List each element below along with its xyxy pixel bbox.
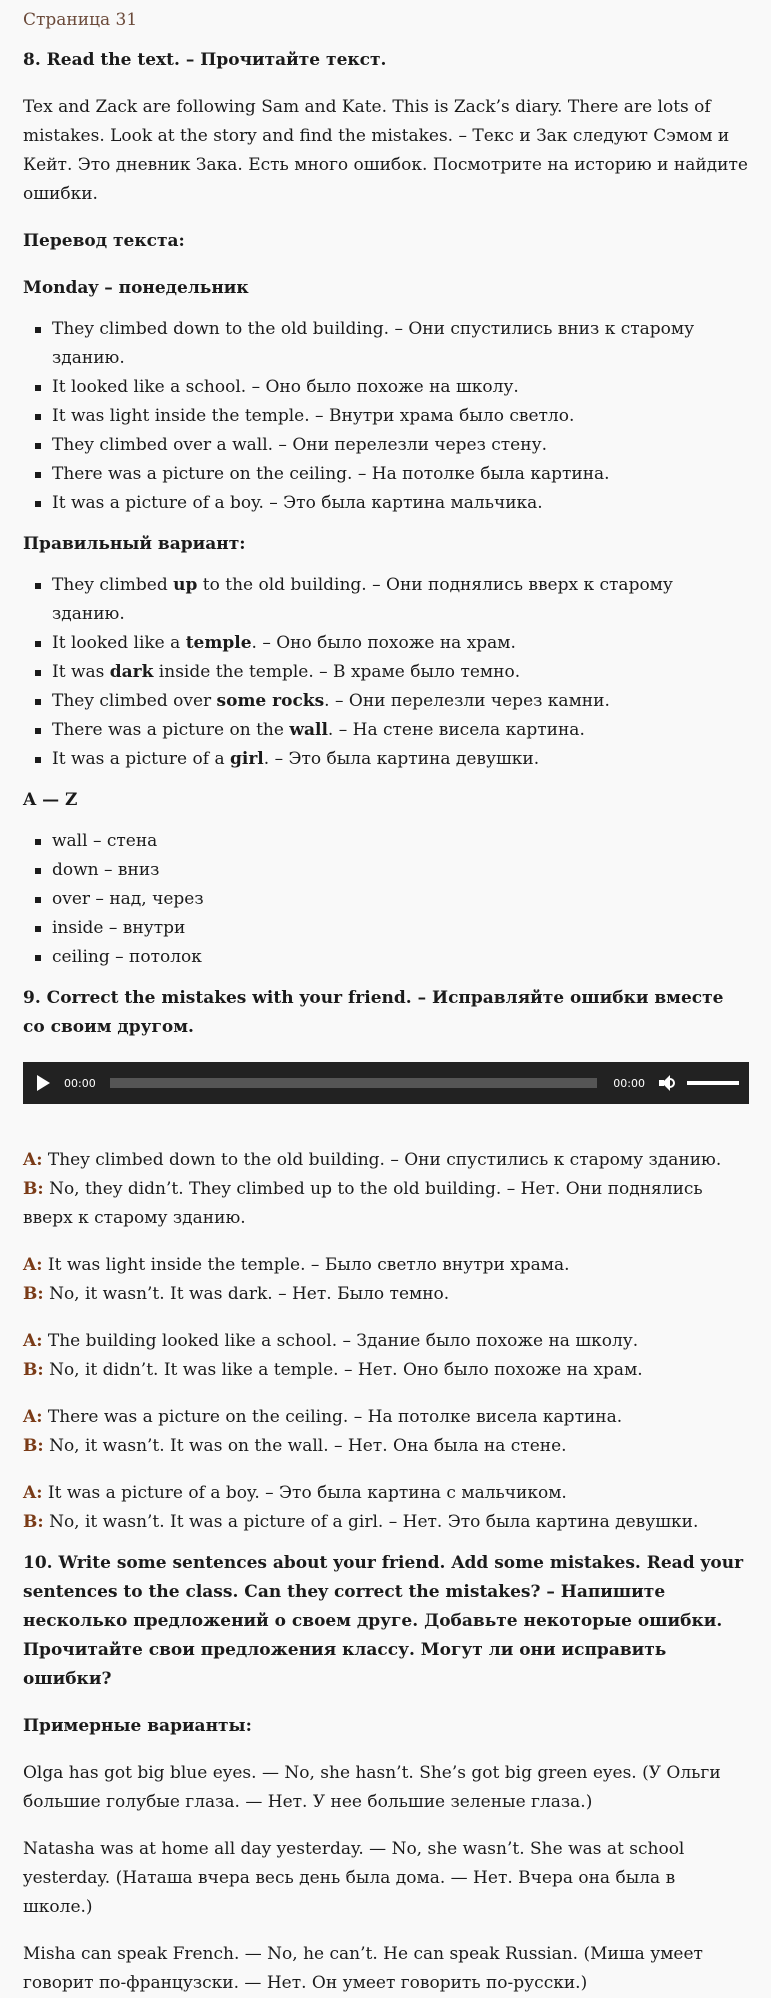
list-item: It was dark inside the temple. – В храме было темно. bbox=[29, 658, 749, 687]
list-item: They climbed up to the old building. – Они поднялись вверх к старому зданию. bbox=[29, 571, 749, 629]
example-paragraph: Misha can speak French. — No, he can’t. He can speak Russian. (Миша умеет говорит по-французски. — Нет. Он умеет говорить по-русски.) bbox=[23, 1944, 703, 1993]
example-paragraph: Natasha was at home all day yesterday. — No, she wasn’t. She was at school yesterday. (Наташа вчера весь день была дома. — Нет. Вчера она была в школе.) bbox=[23, 1839, 685, 1917]
dialog-line-a: A: There was a picture on the ceiling. – На потолке висела картина. bbox=[23, 1407, 623, 1427]
list-item: They climbed down to the old building. – Они спустились вниз к старому зданию. bbox=[29, 315, 749, 373]
dialog-block bbox=[23, 1479, 749, 1537]
speaker-b-label: B: bbox=[23, 1512, 44, 1532]
exercise-8-intro: Tex and Zack are following Sam and Kate. This is Zack’s diary. There are lots of mistakes. Look at the story and find the mistakes. – Текс и Зак следуют Сэмом и Кейт. Это дневник Зака. Есть много ошибок. Посмотрите на историю и найдите ошибки. bbox=[23, 97, 748, 204]
examples-heading: Примерные варианты: bbox=[23, 1716, 252, 1736]
speaker-a-label: A: bbox=[23, 1150, 43, 1170]
exercise-8-heading: 8. Read the text. – Прочитайте текст. bbox=[23, 50, 387, 70]
list-item: It was a picture of a boy. – Это была картина мальчика. bbox=[29, 489, 749, 518]
corrected-word: some rocks bbox=[216, 691, 325, 711]
dialog-line-a: A: It was a picture of a boy. – Это была картина с мальчиком. bbox=[23, 1483, 567, 1503]
vocabulary-list bbox=[23, 827, 749, 972]
speaker-b-label: B: bbox=[23, 1284, 44, 1304]
dialog-line-b: B: No, it wasn’t. It was dark. – Нет. Было темно. bbox=[23, 1284, 450, 1304]
progress-bar[interactable] bbox=[110, 1078, 598, 1088]
speaker-a-label: A: bbox=[23, 1407, 43, 1427]
list-item: It was light inside the temple. – Внутри храма было светло. bbox=[29, 402, 749, 431]
exercise-9-heading: 9. Correct the mistakes with your friend. – Исправляйте ошибки вместе со своим другом. bbox=[23, 988, 724, 1037]
speaker-a-label: A: bbox=[23, 1255, 43, 1275]
dialog-line-b: B: No, they didn’t. They climbed up to the old building. – Нет. Они поднялись вверх к старому зданию. bbox=[23, 1179, 703, 1228]
speaker-b-label: B: bbox=[23, 1179, 44, 1199]
monday-list bbox=[23, 315, 749, 518]
dialog-line-a: A: The building looked like a school. – Здание было похоже на школу. bbox=[23, 1331, 639, 1351]
list-item: It was a picture of a girl. – Это была картина девушки. bbox=[29, 745, 749, 774]
correct-variant-heading: Правильный вариант: bbox=[23, 534, 246, 554]
speaker-a-label: A: bbox=[23, 1331, 43, 1351]
page-number-label: Страница 31 bbox=[23, 10, 138, 30]
list-item: It looked like a temple. – Оно было похоже на храм. bbox=[29, 629, 749, 658]
correct-list bbox=[23, 571, 749, 774]
dialog-line-a: A: It was light inside the temple. – Было светло внутри храма. bbox=[23, 1255, 570, 1275]
dialog-line-b: B: No, it didn’t. It was like a temple. – Нет. Оно было похоже на храм. bbox=[23, 1360, 643, 1380]
duration-time: 00:00 bbox=[613, 1076, 645, 1090]
speaker-a-label: A: bbox=[23, 1483, 43, 1503]
dialog-block bbox=[23, 1403, 749, 1461]
list-item: over – над, через bbox=[29, 885, 749, 914]
speaker-b-label: B: bbox=[23, 1436, 44, 1456]
exercise-10-heading: 10. Write some sentences about your friend. Add some mistakes. Read your sentences to the class. Can they correct the mistakes? – Напишите несколько предложений о своем друге. Добавьте некоторые ошибки. Прочитайте свои предложения классу. Могут ли они исправить ошибки? bbox=[23, 1553, 744, 1689]
corrected-word: wall bbox=[289, 720, 328, 740]
list-item: ceiling – потолок bbox=[29, 943, 749, 972]
az-heading: A — Z bbox=[23, 790, 78, 810]
play-icon[interactable] bbox=[37, 1075, 50, 1091]
dialog-line-a: A: They climbed down to the old building. – Они спустились к старому зданию. bbox=[23, 1150, 722, 1170]
monday-heading: Monday – понедельник bbox=[23, 278, 249, 298]
dialog-block bbox=[23, 1327, 749, 1385]
speaker-b-label: B: bbox=[23, 1360, 44, 1380]
list-item: inside – внутри bbox=[29, 914, 749, 943]
corrected-word: up bbox=[173, 575, 198, 595]
list-item: wall – стена bbox=[29, 827, 749, 856]
dialog-line-b: B: No, it wasn’t. It was a picture of a girl. – Нет. Это была картина девушки. bbox=[23, 1512, 699, 1532]
current-time: 00:00 bbox=[64, 1076, 96, 1090]
example-paragraph: Olga has got big blue eyes. — No, she hasn’t. She’s got big green eyes. (У Ольги большие голубые глаза. — Нет. У нее большие зеленые глаза.) bbox=[23, 1763, 721, 1812]
list-item: There was a picture on the wall. – На стене висела картина. bbox=[29, 716, 749, 745]
dialog-block bbox=[23, 1251, 749, 1309]
audio-player bbox=[23, 1062, 749, 1104]
corrected-word: temple bbox=[185, 633, 252, 653]
list-item: down – вниз bbox=[29, 856, 749, 885]
list-item: They climbed over some rocks. – Они перелезли через камни. bbox=[29, 687, 749, 716]
volume-slider[interactable] bbox=[687, 1081, 739, 1085]
dialog-block bbox=[23, 1146, 749, 1233]
list-item: There was a picture on the ceiling. – На потолке была картина. bbox=[29, 460, 749, 489]
dialog-line-b: B: No, it wasn’t. It was on the wall. – Нет. Она была на стене. bbox=[23, 1436, 567, 1456]
corrected-word: girl bbox=[230, 749, 264, 769]
translation-heading: Перевод текста: bbox=[23, 231, 185, 251]
volume-icon[interactable] bbox=[659, 1075, 677, 1091]
corrected-word: dark bbox=[109, 662, 154, 682]
list-item: They climbed over a wall. – Они перелезли через стену. bbox=[29, 431, 749, 460]
list-item: It looked like a school. – Оно было похоже на школу. bbox=[29, 373, 749, 402]
